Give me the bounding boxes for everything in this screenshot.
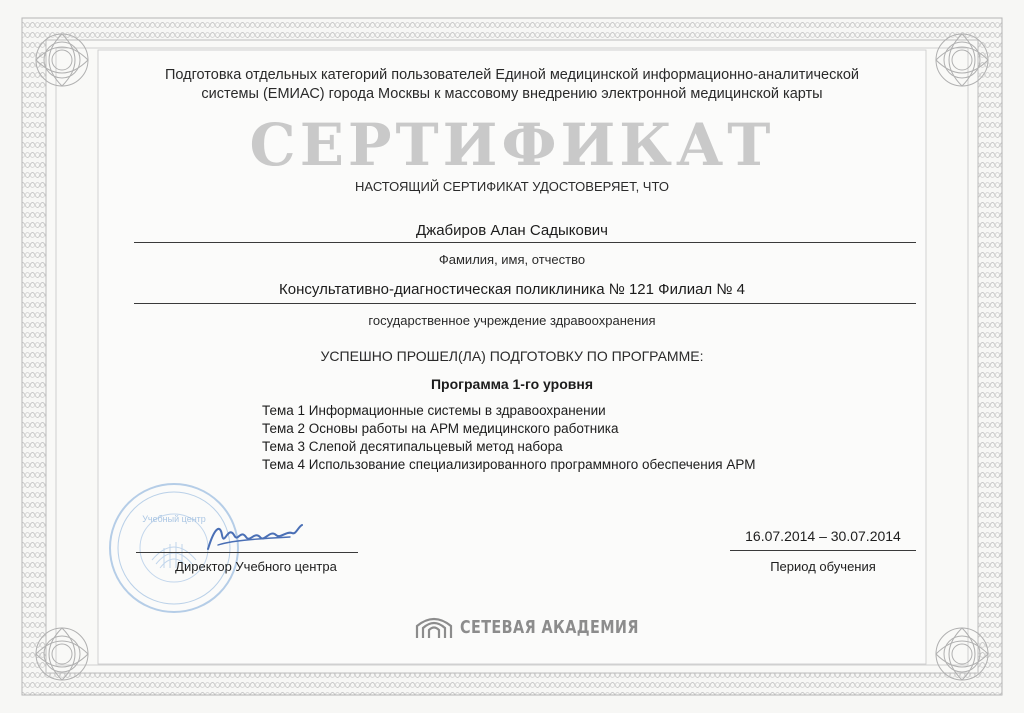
header-line-2: системы (ЕМИАС) города Москвы к массовому внедрению электронной медицинской карты xyxy=(201,86,823,102)
topic-item: Тема 2 Основы работы на АРМ медицинского работника xyxy=(262,421,619,436)
certificate-title: СЕРТИФИКАТ xyxy=(249,111,775,179)
topic-item: Тема 1 Информационные системы в здравоохранении xyxy=(262,403,606,418)
program-title: Программа 1-го уровня xyxy=(430,376,593,392)
organization-underline xyxy=(134,303,916,304)
director-caption: Директор Учебного центра xyxy=(175,559,337,574)
academy-logo-text: СЕТЕВАЯ АКАДЕМИЯ xyxy=(460,617,639,638)
recipient-name: Джабиров Алан Садыкович xyxy=(416,222,608,239)
program-header xyxy=(120,66,904,104)
organization-name: Консультативно-диагностическая поликлиника № 121 Филиал № 4 xyxy=(279,281,745,298)
dates-underline xyxy=(730,550,916,551)
header-line-1: Подготовка отдельных категорий пользователей Единой медицинской информационно-аналитической xyxy=(164,67,860,83)
certificate-subtitle: НАСТОЯЩИЙ СЕРТИФИКАТ УДОСТОВЕРЯЕТ, ЧТО xyxy=(355,179,669,194)
stamp-text: Учебный центр xyxy=(142,514,206,524)
signature-line xyxy=(136,552,358,553)
academy-logo-icon xyxy=(414,614,454,640)
completed-text: УСПЕШНО ПРОШЕЛ(ЛА) ПОДГОТОВКУ ПО ПРОГРАММЕ: xyxy=(320,348,704,364)
name-underline xyxy=(134,242,916,243)
name-caption: Фамилия, имя, отчество xyxy=(438,252,586,267)
organization-caption: государственное учреждение здравоохранения xyxy=(368,313,656,328)
period-caption: Период обучения xyxy=(770,559,876,574)
topic-item: Тема 4 Использование специализированного программного обеспечения АРМ xyxy=(262,457,756,472)
topic-item: Тема 3 Слепой десятипальцевый метод набора xyxy=(262,439,563,454)
study-dates: 16.07.2014 – 30.07.2014 xyxy=(745,528,901,544)
topics-list xyxy=(262,402,755,474)
signature-icon xyxy=(200,515,310,560)
